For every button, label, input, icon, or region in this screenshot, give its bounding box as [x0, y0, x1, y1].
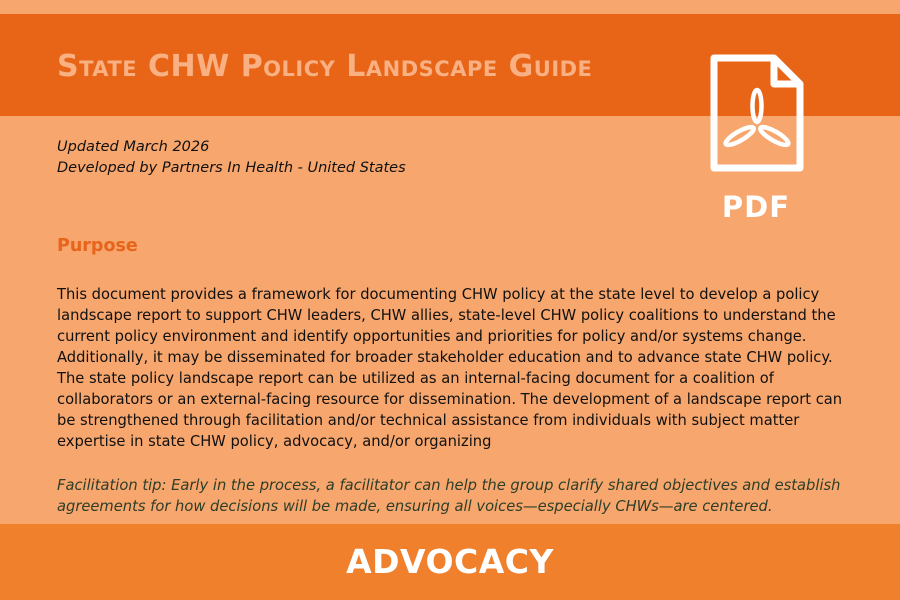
facilitation-tip: Facilitation tip: Early in the process, a facilitator can help the group clarify shared objectives and establish agreements for how decisions will be made, ensuring all voices—especially CHWs—are centered. [57, 477, 841, 515]
updated-date: Updated March 2026 [57, 139, 210, 155]
purpose-body: This document provides a framework for documenting CHW policy at the state level to develop a policy landscape report to support CHW leaders, CHW allies, state-level CHW policy coalitions to understand the current policy environment and identify opportunities and priorities for policy and/or systems change. Additionally, it may be disseminated for broader stakeholder education and to advance state CHW policy. The state policy landscape report can be utilized as an internal-facing document for a coalition of collaborators or an external-facing resource for dissemination. The development of a landscape report can be strengthened through facilitation and/or technical assistance from individuals with subject matter expertise in state CHW policy, advocacy, and/or organizing [57, 286, 843, 450]
page-title: State CHW Policy Landscape Guide [57, 49, 593, 84]
developer-credit: Developed by Partners In Health - United States [57, 160, 406, 176]
top-strip [0, 0, 900, 14]
pdf-download-badge[interactable] [708, 54, 804, 226]
footer-category-label: ADVOCACY [346, 542, 554, 581]
footer-bar [0, 524, 900, 600]
pdf-label: PDF [721, 190, 791, 224]
document-meta [57, 137, 406, 179]
purpose-heading: Purpose [57, 236, 138, 256]
pdf-file-icon [708, 54, 804, 172]
